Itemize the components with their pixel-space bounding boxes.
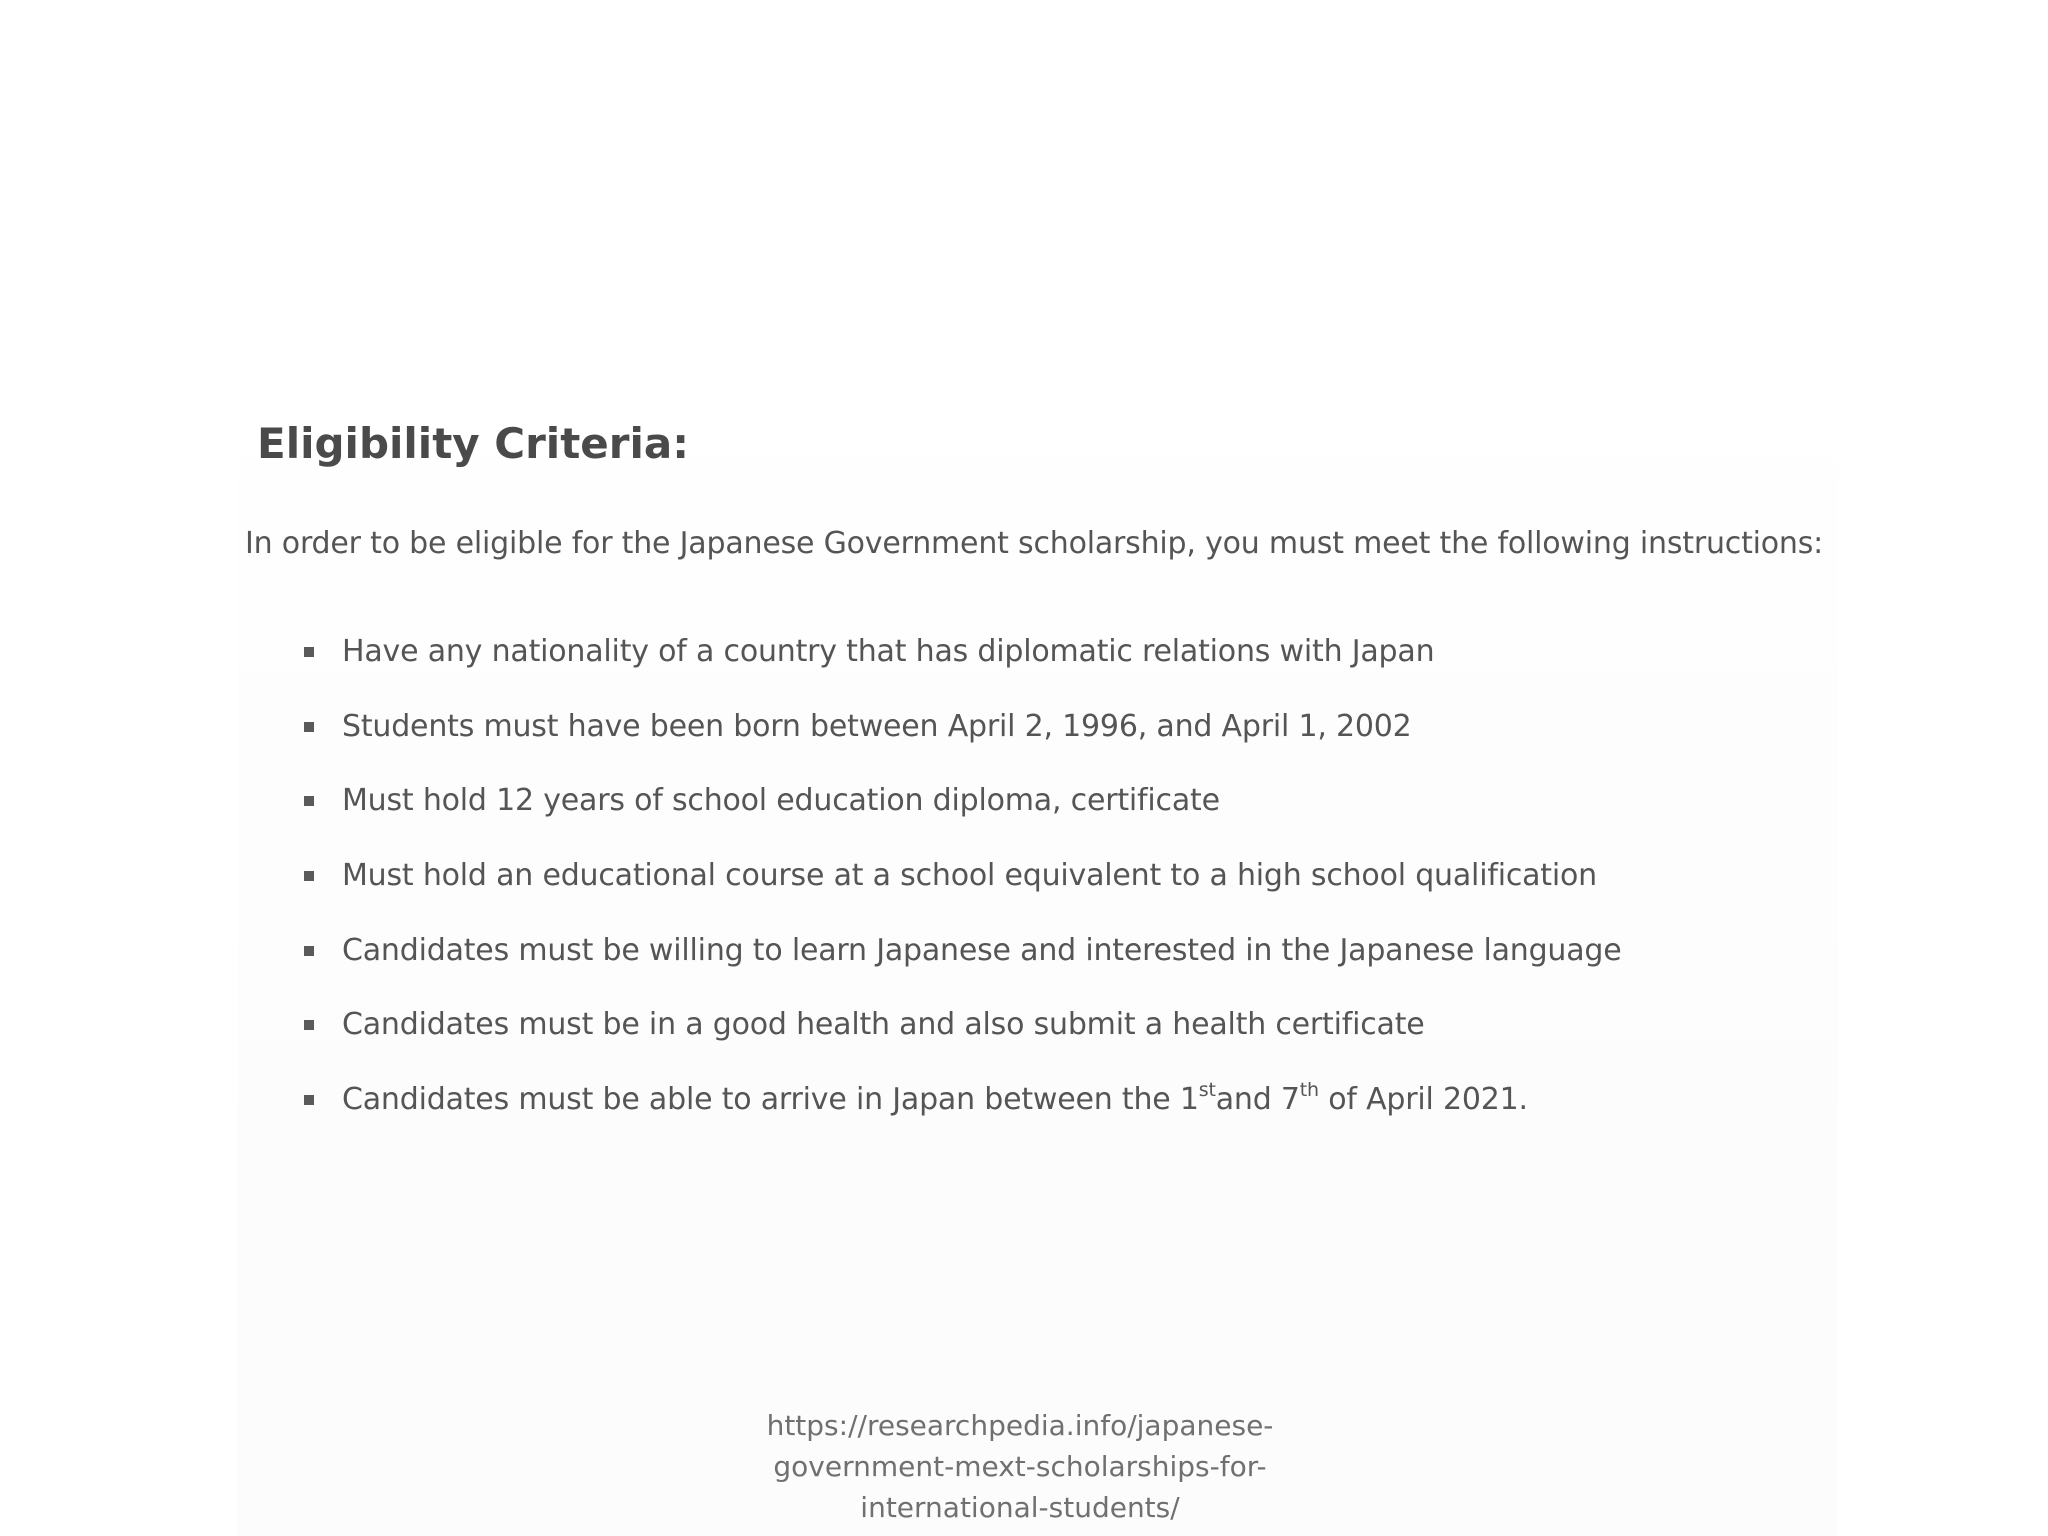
- arrival-text-part-2: and 7: [1215, 1082, 1300, 1118]
- ordinal-suffix-st: st: [1198, 1079, 1216, 1102]
- square-bullet-icon: [304, 1020, 314, 1030]
- square-bullet-icon: [304, 796, 314, 806]
- list-item-text: Must hold 12 years of school education diploma, certificate: [342, 783, 1220, 819]
- criteria-list: [304, 632, 1622, 1155]
- source-url-line: https://researchpedia.info/japanese-: [766, 1409, 1274, 1442]
- intro-paragraph: In order to be eligible for the Japanese Government scholarship, you must meet the following instructions:: [245, 526, 1824, 561]
- list-item: [304, 707, 1622, 782]
- list-item: [304, 1005, 1622, 1080]
- page-title: Eligibility Criteria:: [257, 419, 690, 468]
- list-item-arrival-dates: [304, 1080, 1622, 1155]
- source-url: [620, 1405, 1420, 1528]
- list-item-text: Have any nationality of a country that has diplomatic relations with Japan: [342, 634, 1435, 669]
- square-bullet-icon: [304, 1095, 314, 1105]
- square-bullet-icon: [304, 946, 314, 956]
- list-item: [304, 931, 1622, 1006]
- list-item-text: Students must have been born between April 2, 1996, and April 1, 2002: [342, 708, 1412, 744]
- list-item: [304, 781, 1622, 856]
- list-item-text: Candidates must be in a good health and also submit a health certificate: [342, 1007, 1425, 1043]
- list-item: [304, 632, 1622, 707]
- square-bullet-icon: [304, 871, 314, 881]
- ordinal-suffix-th: th: [1299, 1079, 1319, 1102]
- list-item-text: [342, 1080, 1528, 1120]
- list-item-text: Candidates must be willing to learn Japanese and interested in the Japanese language: [342, 932, 1622, 968]
- arrival-text-part-1: Candidates must be able to arrive in Japan between the 1: [342, 1082, 1199, 1118]
- source-url-line: international-students/: [860, 1491, 1180, 1524]
- list-item-text: Must hold an educational course at a school equivalent to a high school qualification: [342, 858, 1597, 894]
- square-bullet-icon: [304, 722, 314, 732]
- list-item: [304, 856, 1622, 931]
- square-bullet-icon: [304, 647, 314, 657]
- source-url-line: government-mext-scholarships-for-: [773, 1450, 1267, 1483]
- arrival-text-part-3: of April 2021.: [1318, 1082, 1528, 1118]
